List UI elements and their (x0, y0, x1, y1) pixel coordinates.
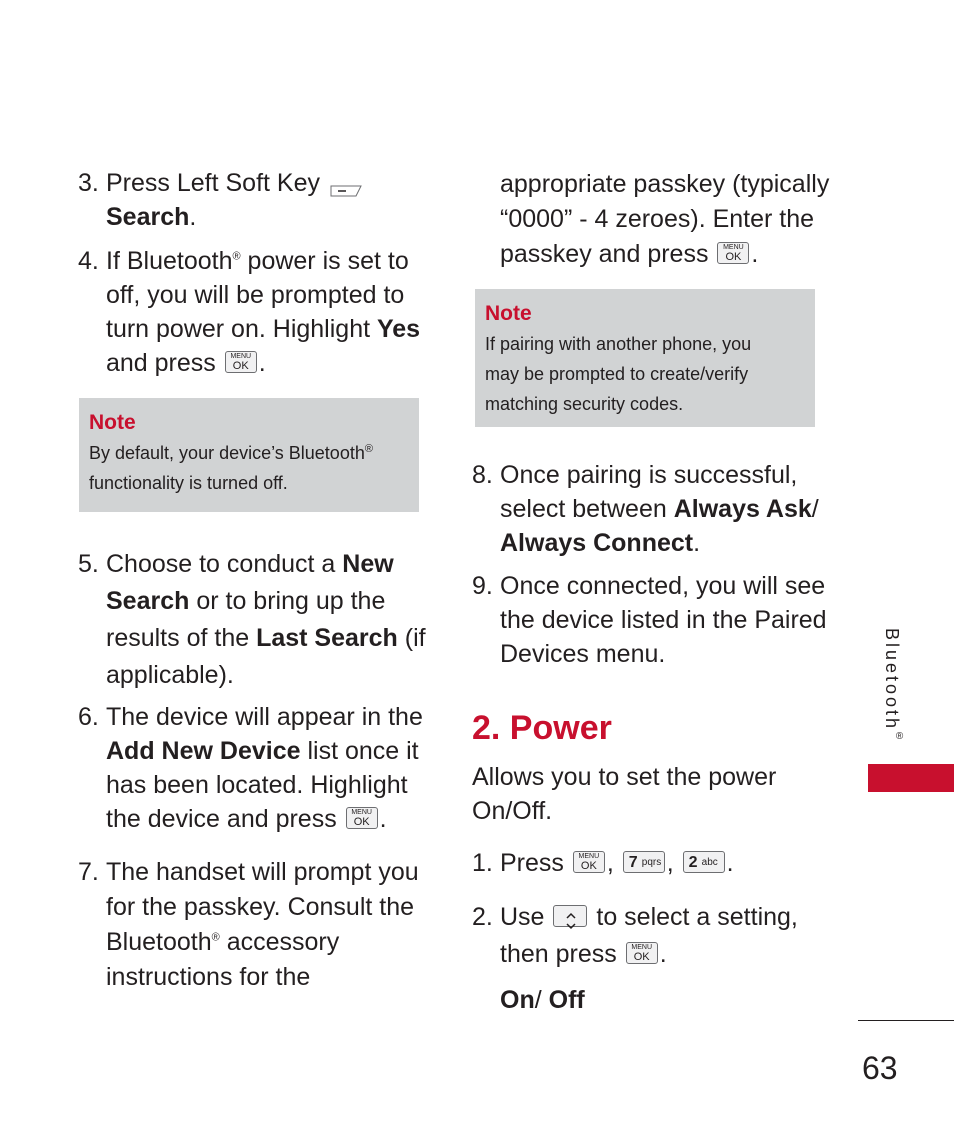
menu-ok-key-icon: MENU OK (717, 242, 749, 264)
side-tab-marker (868, 764, 954, 792)
step-number: 3. (78, 169, 99, 197)
note-bluetooth-default: Note By default, your device’s Bluetooth® functionality is turned off. (79, 398, 419, 512)
note-pairing: Note If pairing with another phone, you may be prompted to create/verify matching security codes. (475, 289, 815, 427)
step-8: 8. Once pairing is successful, select between Always Ask/ Always Connect. (472, 461, 819, 557)
step-7: 7. The handset will prompt you for the passkey. Consult the Bluetooth® accessory instructions for the (78, 858, 419, 991)
seven-key-icon: 7 pqrs (623, 851, 665, 873)
power-step-1: 1. Press MENU OK , 7 pqrs , 2 abc . (472, 849, 734, 877)
menu-ok-key-icon: MENU OK (626, 942, 658, 964)
footer-rule (858, 1020, 954, 1021)
menu-ok-key-icon: MENU OK (573, 851, 605, 873)
side-tab-label: Bluetooth® (882, 628, 905, 746)
left-soft-key-icon (329, 174, 363, 190)
step-5: 5. Choose to conduct a New Search or to bring up the results of the Last Search (if applicable). (78, 550, 426, 689)
menu-ok-key-icon: MENU OK (346, 807, 378, 829)
menu-ok-key-icon: MENU OK (225, 351, 257, 373)
power-intro: Allows you to set the power On/Off. (472, 763, 777, 825)
power-step-2: 2. Use to select a setting, then press MENU OK . On/ Off (472, 903, 798, 1014)
section-heading: 2. Power (472, 709, 612, 747)
step-6: 6. The device will appear in the Add New Device list once it has been located. Highlight the device and press MENU OK . (78, 703, 423, 833)
step-9: 9. Once connected, you will see the device listed in the Paired Devices menu. (472, 572, 827, 668)
step-3: 3. Press Left Soft Key Search. (78, 166, 438, 236)
navigation-key-icon (553, 905, 587, 927)
step-7-continued: appropriate passkey (typically “0000” - 4 zeroes). Enter the passkey and press MENU OK . (500, 170, 830, 268)
page-number: 63 (862, 1050, 898, 1086)
step-4: 4. If Bluetooth® power is set to off, you will be prompted to turn power on. Highlight Yes and press MENU OK . (78, 247, 421, 377)
two-key-icon: 2 abc (683, 851, 725, 873)
